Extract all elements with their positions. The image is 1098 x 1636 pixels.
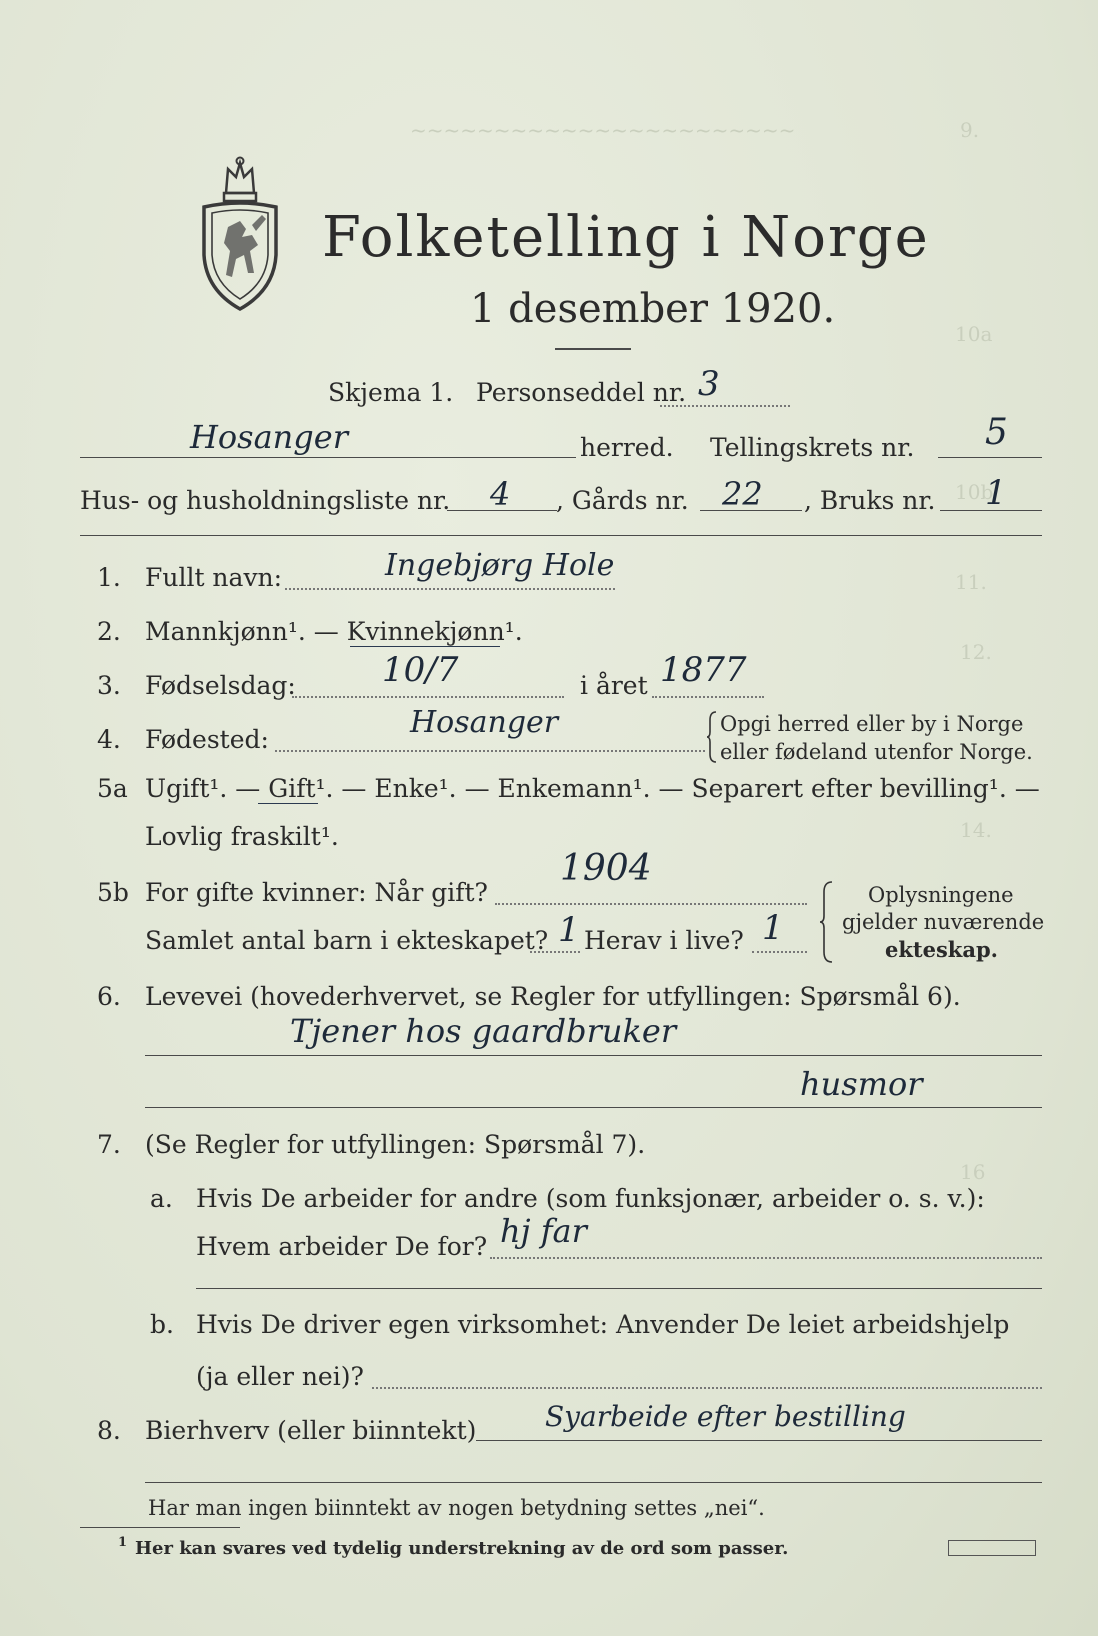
year-field-line <box>652 696 764 698</box>
bleed-through-text: 11. <box>955 570 987 594</box>
year-label: i året <box>580 671 648 700</box>
married-when-label: For gifte kvinner: Når gift? <box>145 878 488 907</box>
bleed-through-text: 10b <box>955 480 994 504</box>
personseddel-value: 3 <box>698 364 720 404</box>
gender-label: Mannkjønn¹. — Kvinnekjønn¹. <box>145 617 523 646</box>
children-alive-value: 1 <box>762 908 784 948</box>
side-income-field-line-2 <box>145 1482 1042 1483</box>
gards-label: , Gårds nr. <box>556 486 689 515</box>
employer-field-line <box>490 1257 1042 1259</box>
bleed-through-text: 14. <box>960 818 992 842</box>
bleed-through-text: 12. <box>960 640 992 664</box>
q5b-number: 5b <box>97 878 129 907</box>
marriage-note-line1: Oplysningene <box>868 883 1014 907</box>
occupation-value: Tjener hos gaardbruker <box>290 1012 677 1050</box>
birth-date-value: 10/7 <box>382 650 459 690</box>
marital-status-label-2: Lovlig fraskilt¹. <box>145 822 339 851</box>
q4-number: 4. <box>97 725 121 754</box>
tellingskrets-field-line <box>938 457 1042 458</box>
personseddel-label: Personseddel nr. <box>476 378 687 407</box>
q1-field-line <box>285 588 615 590</box>
marriage-note-line2: gjelder nuværende <box>842 910 1045 934</box>
bleed-through-text: ~~~~~~~~~~~~~~~~~~~~~~~ <box>410 118 796 142</box>
side-income-label: Bierhverv (eller biinntekt) <box>145 1416 477 1445</box>
hired-help-label: (ja eller nei)? <box>196 1362 364 1391</box>
brace-icon <box>818 880 834 964</box>
printer-stamp-icon <box>948 1540 1036 1556</box>
marital-status-label: Ugift¹. — Gift¹. — Enke¹. — Enkemann¹. — Separert efter bevilling¹. — <box>145 774 1040 803</box>
herred-field-line <box>80 457 576 458</box>
norway-coat-of-arms-icon <box>196 155 284 315</box>
children-total-field-line <box>530 951 580 953</box>
q5a-number: 5a <box>97 774 128 803</box>
children-alive-field-line <box>752 951 807 953</box>
side-income-field-line <box>476 1440 1042 1441</box>
title-rule <box>555 348 631 350</box>
employer-question-label: Hvis De arbeider for andre (som funksjonær, arbeider o. s. v.): <box>196 1184 985 1213</box>
husholdningsliste-value: 4 <box>490 475 511 513</box>
census-date: 1 desember 1920. <box>470 286 836 332</box>
q2-number: 2. <box>97 617 121 646</box>
herred-label: herred. <box>580 433 674 462</box>
q1-label: Fullt navn: <box>145 563 283 592</box>
q3-label: Fødselsdag: <box>145 671 296 700</box>
birthplace-note-line1: Opgi herred eller by i Norge <box>720 712 1024 736</box>
employer-label: Hvem arbeider De for? <box>196 1232 488 1261</box>
q7-number: 7. <box>97 1130 121 1159</box>
employer-value: hj far <box>500 1212 587 1250</box>
q3-number: 3. <box>97 671 121 700</box>
herred-value: Hosanger <box>190 418 348 456</box>
no-income-note: Har man ingen biinntekt av nogen betydning settes „nei“. <box>148 1496 765 1520</box>
bleed-through-text: 16 <box>960 1160 986 1184</box>
section-divider <box>80 535 1042 536</box>
footnote-rule <box>80 1527 240 1528</box>
footnote-text: Her kan svares ved tydelig understrekning av de ord som passer. <box>135 1538 789 1559</box>
q8-number: 8. <box>97 1416 121 1445</box>
q4-label: Fødested: <box>145 725 269 754</box>
birthplace-value: Hosanger <box>410 705 559 740</box>
tellingskrets-label: Tellingskrets nr. <box>710 433 915 462</box>
footnote-marker: 1 <box>118 1535 128 1550</box>
q6-number: 6. <box>97 982 121 1011</box>
hired-help-question-label: Hvis De driver egen virksomhet: Anvender De leiet arbeidshjelp <box>196 1310 1010 1339</box>
bruks-label: , Bruks nr. <box>804 486 936 515</box>
full-name-value: Ingebjørg Hole <box>385 548 615 583</box>
birthplace-note-line2: eller fødeland utenfor Norge. <box>720 740 1033 764</box>
gards-value: 22 <box>722 475 763 513</box>
children-total-label: Samlet antal barn i ekteskapet? <box>145 926 549 955</box>
q7b-number: b. <box>150 1310 174 1339</box>
q1-number: 1. <box>97 563 121 592</box>
kvinnekjonn-underline <box>350 646 500 647</box>
husholdningsliste-label: Hus- og husholdningsliste nr. <box>80 486 451 515</box>
occupation-field-line-1 <box>145 1055 1042 1056</box>
marriage-note-line3: ekteskap. <box>885 937 998 962</box>
married-year-value: 1904 <box>560 848 652 889</box>
q7a-number: a. <box>150 1184 173 1213</box>
brace-icon <box>706 710 718 764</box>
bleed-through-text: 9. <box>960 118 980 142</box>
q7-label: (Se Regler for utfyllingen: Spørsmål 7). <box>145 1130 646 1159</box>
married-when-field-line <box>495 903 807 905</box>
gift-underline <box>258 803 318 804</box>
occupation-label: Levevei (hovederhvervet, se Regler for utfyllingen: Spørsmål 6). <box>145 982 961 1011</box>
children-alive-label: Herav i live? <box>584 926 744 955</box>
q4-field-line <box>275 750 705 752</box>
bleed-through-text: 10a <box>955 322 993 346</box>
children-total-value: 1 <box>558 910 580 950</box>
occupation-field-line-2 <box>145 1107 1042 1108</box>
occupation-value-2: husmor <box>800 1065 923 1103</box>
q3-field-line <box>292 696 564 698</box>
personseddel-field-line <box>660 405 790 407</box>
side-income-value: Syarbeide efter bestilling <box>545 1400 906 1433</box>
tellingskrets-value: 5 <box>985 412 1008 453</box>
q7a-divider <box>196 1288 1042 1289</box>
schema-label: Skjema 1. <box>328 378 454 407</box>
birth-year-value: 1877 <box>660 650 747 690</box>
hired-help-field-line <box>372 1387 1042 1389</box>
bruks-value: 1 <box>985 473 1007 513</box>
form-title: Folketelling i Norge <box>322 205 930 270</box>
